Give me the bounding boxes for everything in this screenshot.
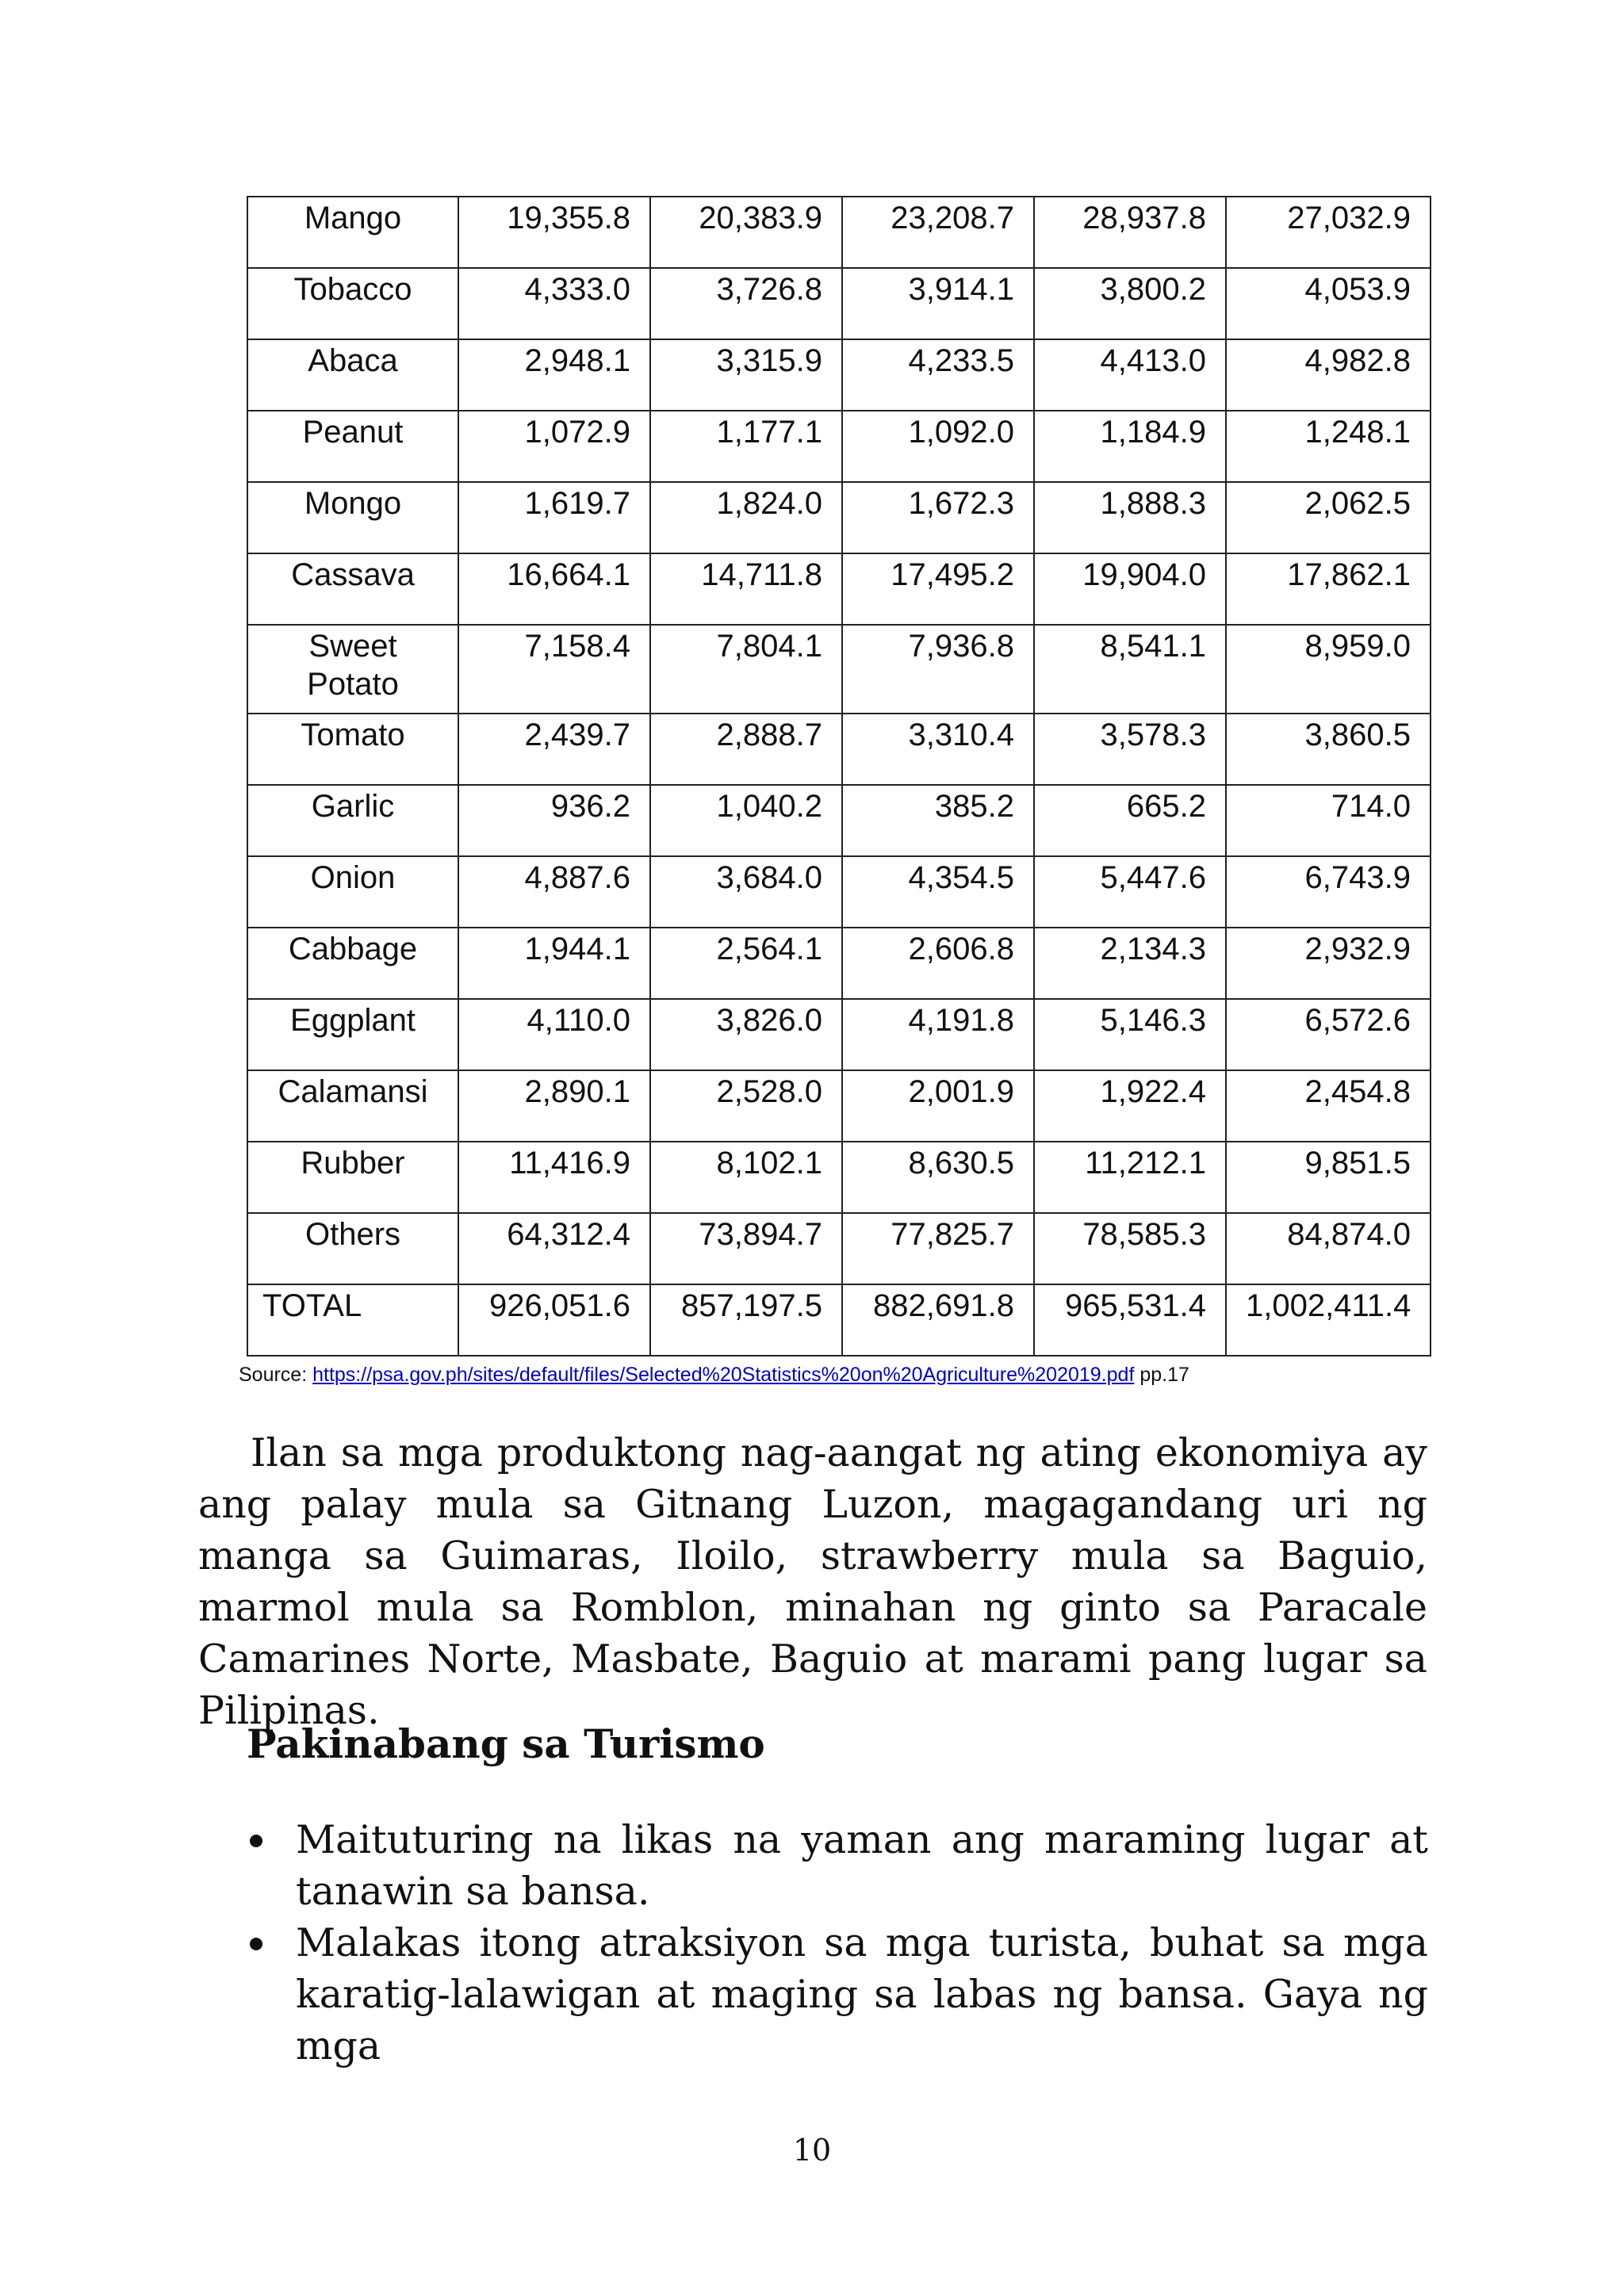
table-cell: 2,606.8 [842, 928, 1034, 999]
table-cell: 11,416.9 [458, 1142, 650, 1213]
production-table [247, 196, 1431, 1357]
table-cell: 3,310.4 [842, 714, 1034, 785]
table-cell: 16,664.1 [458, 553, 650, 625]
table-cell: 8,102.1 [650, 1142, 842, 1213]
table-cell: 2,001.9 [842, 1070, 1034, 1142]
table-cell: 5,146.3 [1034, 999, 1226, 1070]
bullet-item [247, 1814, 1428, 1917]
bullet-list [247, 1814, 1428, 2072]
table-cell: 77,825.7 [842, 1213, 1034, 1284]
table-cell: 1,177.1 [650, 411, 842, 482]
row-label: Abaca [247, 339, 458, 411]
table-cell: 3,578.3 [1034, 714, 1226, 785]
table-cell: 28,937.8 [1034, 197, 1226, 268]
table-cell: 926,051.6 [458, 1284, 650, 1356]
table-cell: 857,197.5 [650, 1284, 842, 1356]
table-cell: 23,208.7 [842, 197, 1034, 268]
table-cell: 17,862.1 [1226, 553, 1431, 625]
table-cell: 17,495.2 [842, 553, 1034, 625]
table-cell: 84,874.0 [1226, 1213, 1431, 1284]
table-cell: 714.0 [1226, 785, 1431, 856]
table-cell: 4,053.9 [1226, 268, 1431, 339]
table-row [247, 482, 1431, 553]
bullet-icon [250, 1938, 262, 1950]
table-row [247, 411, 1431, 482]
table-cell: 4,354.5 [842, 856, 1034, 928]
table-cell: 7,804.1 [650, 625, 842, 714]
table-cell: 3,826.0 [650, 999, 842, 1070]
table-cell: 1,824.0 [650, 482, 842, 553]
table-row [247, 1070, 1431, 1142]
section-heading: Pakinabang sa Turismo [247, 1720, 765, 1767]
row-label: Rubber [247, 1142, 458, 1213]
table-cell: 385.2 [842, 785, 1034, 856]
table-cell: 2,134.3 [1034, 928, 1226, 999]
row-label: Peanut [247, 411, 458, 482]
bullet-icon [250, 1835, 262, 1847]
table-cell: 7,936.8 [842, 625, 1034, 714]
table-cell: 3,726.8 [650, 268, 842, 339]
table-cell: 665.2 [1034, 785, 1226, 856]
table-cell: 2,439.7 [458, 714, 650, 785]
bullet-text: Maituturing na likas na yaman ang maraming lugar at tanawin sa bansa. [296, 1817, 1428, 1914]
table-cell: 4,413.0 [1034, 339, 1226, 411]
table-row [247, 339, 1431, 411]
table-cell: 27,032.9 [1226, 197, 1431, 268]
table-cell: 1,248.1 [1226, 411, 1431, 482]
row-label: Onion [247, 856, 458, 928]
source-citation [239, 1364, 1189, 1387]
row-label: Sweet Potato [247, 625, 458, 714]
table-cell: 8,541.1 [1034, 625, 1226, 714]
table-cell: 4,191.8 [842, 999, 1034, 1070]
table-cell: 2,564.1 [650, 928, 842, 999]
table-cell: 4,982.8 [1226, 339, 1431, 411]
table-cell: 6,743.9 [1226, 856, 1431, 928]
table-cell: 73,894.7 [650, 1213, 842, 1284]
table-row [247, 1284, 1431, 1356]
table-cell: 14,711.8 [650, 553, 842, 625]
table-cell: 3,860.5 [1226, 714, 1431, 785]
table-cell: 1,619.7 [458, 482, 650, 553]
row-label: Tobacco [247, 268, 458, 339]
row-label: Mango [247, 197, 458, 268]
bullet-text: Malakas itong atraksiyon sa mga turista, buhat sa mga karatig-lalawigan at maging sa labas ng bansa. Gaya ng mga [296, 1920, 1428, 2068]
table-cell: 2,948.1 [458, 339, 650, 411]
row-label: Mongo [247, 482, 458, 553]
table-body [247, 197, 1431, 1356]
table-cell: 1,092.0 [842, 411, 1034, 482]
table-row [247, 268, 1431, 339]
source-prefix: Source: [239, 1364, 313, 1386]
row-label: TOTAL [247, 1284, 458, 1356]
table-cell: 3,800.2 [1034, 268, 1226, 339]
table-row [247, 714, 1431, 785]
table-cell: 5,447.6 [1034, 856, 1226, 928]
row-label: Tomato [247, 714, 458, 785]
table-cell: 4,333.0 [458, 268, 650, 339]
page-number: 10 [792, 2133, 832, 2168]
row-label: Eggplant [247, 999, 458, 1070]
table-cell: 1,184.9 [1034, 411, 1226, 482]
source-suffix: pp.17 [1134, 1364, 1189, 1386]
body-paragraph: Ilan sa mga produktong nag-aangat ng ating ekonomiya ay ang palay mula sa Gitnang Luzon, magagandang uri ng manga sa Guimaras, Iloilo, strawberry mula sa Baguio, marmol mula sa Romblon, minahan ng ginto sa Paracale Camarines Norte, Masbate, Baguio at marami pang lugar sa Pilipinas. [198, 1430, 1427, 1733]
table-cell: 19,355.8 [458, 197, 650, 268]
table-cell: 2,528.0 [650, 1070, 842, 1142]
table-cell: 882,691.8 [842, 1284, 1034, 1356]
table-cell: 78,585.3 [1034, 1213, 1226, 1284]
table-cell: 1,922.4 [1034, 1070, 1226, 1142]
table-cell: 936.2 [458, 785, 650, 856]
table-cell: 1,888.3 [1034, 482, 1226, 553]
row-label: Cabbage [247, 928, 458, 999]
row-label: Garlic [247, 785, 458, 856]
table-cell: 2,062.5 [1226, 482, 1431, 553]
table-cell: 8,630.5 [842, 1142, 1034, 1213]
table-cell: 1,672.3 [842, 482, 1034, 553]
table-cell: 7,158.4 [458, 625, 650, 714]
table-cell: 4,233.5 [842, 339, 1034, 411]
bullet-item [247, 1917, 1428, 2072]
table-row [247, 625, 1431, 714]
table-cell: 8,959.0 [1226, 625, 1431, 714]
table-cell: 965,531.4 [1034, 1284, 1226, 1356]
table-cell: 1,040.2 [650, 785, 842, 856]
table-cell: 3,684.0 [650, 856, 842, 928]
source-link[interactable]: https://psa.gov.ph/sites/default/files/Selected%20Statistics%20on%20Agriculture%202019.pdf [312, 1364, 1135, 1386]
table-row [247, 553, 1431, 625]
table-row [247, 1213, 1431, 1284]
table-cell: 9,851.5 [1226, 1142, 1431, 1213]
table-row [247, 999, 1431, 1070]
table-cell: 2,932.9 [1226, 928, 1431, 999]
table-cell: 3,315.9 [650, 339, 842, 411]
table-cell: 1,944.1 [458, 928, 650, 999]
table-row [247, 785, 1431, 856]
table-cell: 1,072.9 [458, 411, 650, 482]
table-cell: 2,888.7 [650, 714, 842, 785]
table-cell: 2,890.1 [458, 1070, 650, 1142]
table-cell: 20,383.9 [650, 197, 842, 268]
table-cell: 3,914.1 [842, 268, 1034, 339]
table-row [247, 197, 1431, 268]
table-cell: 4,887.6 [458, 856, 650, 928]
table-row [247, 928, 1431, 999]
table-cell: 4,110.0 [458, 999, 650, 1070]
table-row [247, 1142, 1431, 1213]
table-cell: 2,454.8 [1226, 1070, 1431, 1142]
row-label: Others [247, 1213, 458, 1284]
row-label: Calamansi [247, 1070, 458, 1142]
table-cell: 11,212.1 [1034, 1142, 1226, 1213]
table-row [247, 856, 1431, 928]
table-cell: 19,904.0 [1034, 553, 1226, 625]
table-cell: 6,572.6 [1226, 999, 1431, 1070]
table-cell: 1,002,411.4 [1226, 1284, 1431, 1356]
table-cell: 64,312.4 [458, 1213, 650, 1284]
row-label: Cassava [247, 553, 458, 625]
